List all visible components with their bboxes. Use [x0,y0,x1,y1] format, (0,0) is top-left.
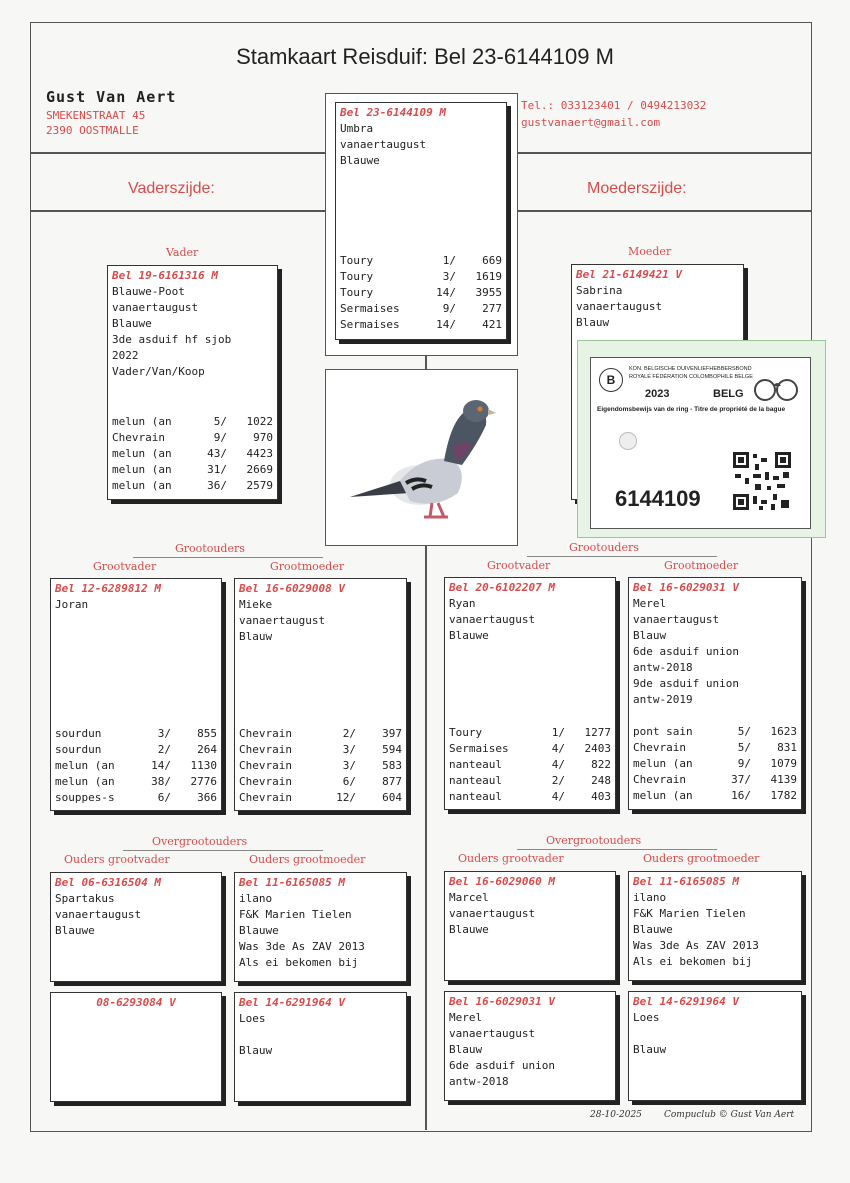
result-row [55,774,217,790]
ring-card-inner [590,357,811,529]
place: 16/ [731,789,751,802]
race: pont sain [633,725,693,738]
great-grandparent-line: Blauw [449,1043,483,1056]
race: Sermaises [340,318,400,331]
place: 6/ [157,791,171,804]
great-grandparent-card [444,871,616,981]
result-row [340,253,502,269]
owner-city: 2390 OOSTMALLE [46,124,139,137]
label-vader: Vader [166,246,199,259]
subject-line: Umbra [340,122,374,135]
subject-results [340,253,502,333]
label-overgrootouders-left: Overgrootouders [152,835,248,848]
entries: 1022 [246,415,273,428]
race: Chevrain [239,727,292,740]
great-grandparent-line: Spartakus [55,892,115,905]
result-row [340,317,502,333]
place: 14/ [436,318,456,331]
place: 4/ [551,758,565,771]
place: 2/ [157,743,171,756]
race: souppes-s [55,791,115,804]
grandparent-line: Joran [55,598,89,611]
side-divider-right [516,210,811,212]
place: 4/ [551,742,565,755]
result-row [112,462,273,478]
label-ouders-grootmoeder-left: Ouders grootmoeder [249,853,366,866]
place: 2/ [551,774,565,787]
place: 5/ [213,415,227,428]
result-row [55,742,217,758]
place: 1/ [442,254,456,267]
result-row [633,756,797,772]
grandparent-line: Merel [633,597,667,610]
label-grootvader-right: Grootvader [487,559,551,572]
place: 1/ [551,726,565,739]
place: 36/ [207,479,227,492]
grandparent-line: 6de asduif union [633,645,739,658]
result-row [239,790,402,806]
great-grandparent-card [50,992,222,1102]
race: melun (an [112,479,172,492]
entries: 1782 [770,789,797,802]
footer-date: 28-10-2025 [590,1110,642,1120]
great-grandparent-line: 6de asduif union [449,1059,555,1072]
great-grandparent-line: Blauw [239,1044,273,1057]
result-row [239,726,402,742]
grandparent-results [55,726,217,806]
race: melun (an [112,415,172,428]
entries: 366 [197,791,217,804]
race: Toury [340,254,374,267]
result-row [112,446,273,462]
race: Sermaises [340,302,400,315]
result-row [112,478,273,494]
great-grandparent-ring: Bel 11-6165085 M [239,876,345,889]
place: 2/ [342,727,356,740]
race: Chevrain [239,743,292,756]
entries: 604 [382,791,402,804]
grandparent-line: Mieke [239,598,273,611]
great-grandparent-line: Blauwe [633,923,673,936]
underline [133,557,323,558]
underline [527,556,717,557]
great-grandparent-line: vanaertaugust [55,908,142,921]
label-moeder: Moeder [628,245,672,258]
header-divider [30,152,326,154]
owner-email: gustvanaert@gmail.com [521,116,661,129]
ring-card-year: 2023 [645,388,670,400]
entries: 1623 [770,725,797,738]
great-grandparent-line: Was 3de As ZAV 2013 [633,939,759,952]
place: 14/ [151,759,171,772]
great-grandparent-line: vanaertaugust [449,1027,536,1040]
result-row [340,285,502,301]
race: Chevrain [112,431,165,444]
grandparent-line: antw-2019 [633,693,693,706]
entries: 877 [382,775,402,788]
entries: 2669 [246,463,273,476]
mother-line: Blauw [576,316,610,329]
grandparent-line: Blauw [239,630,273,643]
race: sourdun [55,743,102,756]
grandparent-line: vanaertaugust [633,613,720,626]
father-ring: Bel 19-6161316 M [112,269,218,282]
entries: 421 [482,318,502,331]
father-line: Vader/Van/Koop [112,365,205,378]
pigeons-emblem-icon [751,378,803,402]
result-row [449,725,611,741]
label-grootmoeder-left: Grootmoeder [270,560,345,573]
place: 12/ [336,791,356,804]
great-grandparent-ring: 08-6293084 V [96,996,176,1009]
race: melun (an [112,447,172,460]
great-grandparent-line: ilano [633,891,667,904]
pigeon-photo [340,385,500,525]
grandparent-ring: Bel 16-6029031 V [633,581,739,594]
race: melun (an [55,759,115,772]
grandparent-line: Blauw [633,629,667,642]
qr-code-icon [731,450,793,512]
grandparent-line: 9de asduif union [633,677,739,690]
result-row [55,726,217,742]
place: 14/ [436,286,456,299]
grandparent-ring: Bel 12-6289812 M [55,582,161,595]
entries: 855 [197,727,217,740]
footer-credit: Compuclub © Gust Van Aert [664,1110,795,1120]
great-grandparent-line: Merel [449,1011,483,1024]
grandparent-line: Blauwe [449,629,489,642]
owner-name: Gust Van Aert [46,88,177,106]
label-grootvader-left: Grootvader [93,560,157,573]
side-divider [30,210,326,212]
label-grootouders-right: Grootouders [569,541,639,554]
father-card [107,265,278,500]
label-ouders-grootvader-right: Ouders grootvader [458,852,564,865]
father-line: 3de asduif hf sjob [112,333,232,346]
result-row [239,742,402,758]
label-grootouders-left: Grootouders [175,542,245,555]
entries: 4423 [246,447,273,460]
great-grandparent-line: Als ei bekomen bij [239,956,359,969]
result-row [239,774,402,790]
entries: 4139 [770,773,797,786]
result-row [55,758,217,774]
father-line: Blauwe-Poot [112,285,185,298]
race: Chevrain [239,775,292,788]
grandparent-results [633,724,797,804]
great-grandparent-ring: Bel 06-6316504 M [55,876,161,889]
place: 3/ [442,270,456,283]
result-row [340,269,502,285]
great-grandparent-line: Blauwe [239,924,279,937]
great-grandparent-card [234,992,407,1102]
great-grandparent-line: F&K Marien Tielen [633,907,746,920]
punch-hole-icon [619,432,637,450]
race: nanteaul [449,774,502,787]
grandparent-line: vanaertaugust [239,614,326,627]
great-grandparent-line: ilano [239,892,273,905]
header-divider-right [516,152,811,154]
great-grandparent-ring: Bel 16-6029031 V [449,995,555,1008]
place: 9/ [442,302,456,315]
grandparent-card [234,578,407,811]
great-grandparent-line: vanaertaugust [449,907,536,920]
great-grandparent-line: Als ei bekomen bij [633,955,753,968]
race: nanteaul [449,790,502,803]
mother-line: Sabrina [576,284,623,297]
race: sourdun [55,727,102,740]
great-grandparent-ring: Bel 11-6165085 M [633,875,739,888]
great-grandparent-ring: Bel 16-6029060 M [449,875,555,888]
mother-ring: Bel 21-6149421 V [576,268,682,281]
great-grandparent-card [444,991,616,1101]
entries: 3955 [475,286,502,299]
entries: 2403 [584,742,611,755]
mother-side-label: Moederszijde: [587,180,687,197]
result-row [449,789,611,805]
entries: 2579 [246,479,273,492]
place: 9/ [213,431,227,444]
grandparent-results [449,725,611,805]
result-row [112,430,273,446]
owner-phone: Tel.: 033123401 / 0494213032 [521,99,707,112]
father-results [112,414,273,494]
entries: 248 [591,774,611,787]
grandparent-line: Ryan [449,597,476,610]
place: 9/ [737,757,751,770]
label-ouders-grootmoeder-right: Ouders grootmoeder [643,852,760,865]
place: 43/ [207,447,227,460]
race: melun (an [55,775,115,788]
entries: 1130 [190,759,217,772]
great-grandparent-card [628,871,802,981]
mother-line: vanaertaugust [576,300,663,313]
subject-line: Blauwe [340,154,380,167]
race: melun (an [633,757,693,770]
great-grandparent-card [50,872,222,982]
race: Chevrain [633,741,686,754]
race: melun (an [633,789,693,802]
race: nanteaul [449,758,502,771]
place: 3/ [342,743,356,756]
subject-line: vanaertaugust [340,138,427,151]
label-ouders-grootvader-left: Ouders grootvader [64,853,170,866]
owner-street: SMEKENSTRAAT 45 [46,109,146,122]
race: Sermaises [449,742,509,755]
place: 3/ [342,759,356,772]
entries: 1619 [475,270,502,283]
underline [123,850,323,851]
race: Toury [340,270,374,283]
great-grandparent-ring: Bel 14-6291964 V [633,995,739,1008]
result-row [633,740,797,756]
entries: 397 [382,727,402,740]
father-side-label: Vaderszijde: [128,180,215,197]
place: 38/ [151,775,171,788]
page-title: Stamkaart Reisduif: Bel 23-6144109 M [236,44,614,69]
father-line: Blauwe [112,317,152,330]
subject-card [335,102,507,340]
subject-ring: Bel 23-6144109 M [340,106,446,119]
place: 6/ [342,775,356,788]
entries: 831 [777,741,797,754]
great-grandparent-line [239,1027,402,1043]
grandparent-ring: Bel 20-6102207 M [449,581,555,594]
race: Toury [340,286,374,299]
grandparent-card [444,577,616,810]
great-grandparent-line: Loes [239,1012,266,1025]
result-row [112,414,273,430]
ring-card-country: BELG [713,388,744,400]
great-grandparent-line: Blauw [633,1043,667,1056]
place: 5/ [737,741,751,754]
kbdb-logo-icon: B [599,368,623,392]
race: Chevrain [239,759,292,772]
place: 37/ [731,773,751,786]
race: Chevrain [239,791,292,804]
entries: 970 [253,431,273,444]
result-row [633,788,797,804]
entries: 403 [591,790,611,803]
ring-ownership-card [577,340,826,538]
entries: 2776 [190,775,217,788]
great-grandparent-line: Blauwe [55,924,95,937]
great-grandparent-line: Marcel [449,891,489,904]
entries: 669 [482,254,502,267]
entries: 822 [591,758,611,771]
ring-card-org-fr: ROYALE FÉDÉRATION COLOMBOPHILE BELGE [629,374,753,380]
race: Chevrain [633,773,686,786]
race: melun (an [112,463,172,476]
father-line: 2022 [112,349,139,362]
place: 5/ [737,725,751,738]
entries: 594 [382,743,402,756]
result-row [340,301,502,317]
entries: 1277 [584,726,611,739]
result-row [55,790,217,806]
grandparent-card [50,578,222,811]
ring-card-org-nl: KON. BELGISCHE DUIVENLIEFHEBBERSBOND [629,366,752,372]
ring-number: 6144109 [615,486,701,511]
great-grandparent-line: Was 3de As ZAV 2013 [239,940,365,953]
grandparent-results [239,726,402,806]
result-row [239,758,402,774]
result-row [633,724,797,740]
result-row [633,772,797,788]
result-row [449,757,611,773]
grandparent-line: vanaertaugust [449,613,536,626]
result-row [449,741,611,757]
great-grandparent-line: antw-2018 [449,1075,509,1088]
entries: 1079 [770,757,797,770]
ring-card-caption: Eigendomsbewijs van de ring - Titre de propriété de la bague [597,406,786,413]
place: 3/ [157,727,171,740]
entries: 264 [197,743,217,756]
result-row [449,773,611,789]
great-grandparent-line: F&K Marien Tielen [239,908,352,921]
great-grandparent-line [633,1026,797,1042]
place: 31/ [207,463,227,476]
great-grandparent-card [234,872,407,982]
grandparent-ring: Bel 16-6029008 V [239,582,345,595]
underline [517,849,717,850]
grandparent-card [628,577,802,810]
entries: 277 [482,302,502,315]
label-grootmoeder-right: Grootmoeder [664,559,739,572]
father-line: vanaertaugust [112,301,199,314]
great-grandparent-line: Loes [633,1011,660,1024]
label-overgrootouders-right: Overgrootouders [546,834,642,847]
great-grandparent-ring: Bel 14-6291964 V [239,996,345,1009]
great-grandparent-card [628,991,802,1101]
place: 4/ [551,790,565,803]
race: Toury [449,726,483,739]
entries: 583 [382,759,402,772]
great-grandparent-line: Blauwe [449,923,489,936]
grandparent-line: antw-2018 [633,661,693,674]
